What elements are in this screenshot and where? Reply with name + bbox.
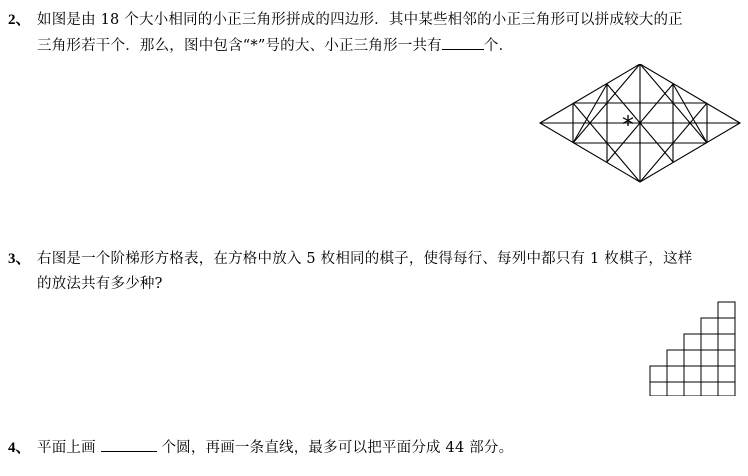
- problem-4-answer-blank[interactable]: [101, 437, 157, 453]
- problem-4-number: 4、: [8, 440, 31, 456]
- problem-2-line-2-before: 三角形若干个．那么，图中包含“*”号的大、小正三角形一共有: [37, 38, 442, 54]
- rhombus-triangle-figure: [536, 64, 744, 184]
- problem-4-text-after: 个圆，再画一条直线，最多可以把平面分成 44 部分。: [161, 440, 514, 456]
- problem-2-line-1: 如图是由 18 个大小相同的小正三角形拼成的四边形．其中某些相邻的小正三角形可以拼成较大的正: [37, 12, 683, 28]
- problem-4-text-before: 平面上画: [37, 440, 96, 456]
- problem-2-line-2: [37, 34, 513, 55]
- problem-2-answer-blank[interactable]: [442, 35, 484, 51]
- problem-3-line-2: 的放法共有多少种?: [37, 276, 163, 292]
- staircase-grid-figure: [648, 300, 744, 396]
- problem-2-line-2-after: 个．: [483, 38, 514, 54]
- problem-2-number: 2、: [8, 12, 31, 28]
- star-mark: *: [622, 111, 634, 139]
- problem-3-number: 3、: [8, 251, 31, 267]
- problem-4-line: [37, 436, 513, 457]
- problem-3-line-1: 右图是一个阶梯形方格表，在方格中放入 5 枚相同的棋子，使得每行、每列中都只有 1 枚棋子，这样: [37, 251, 693, 267]
